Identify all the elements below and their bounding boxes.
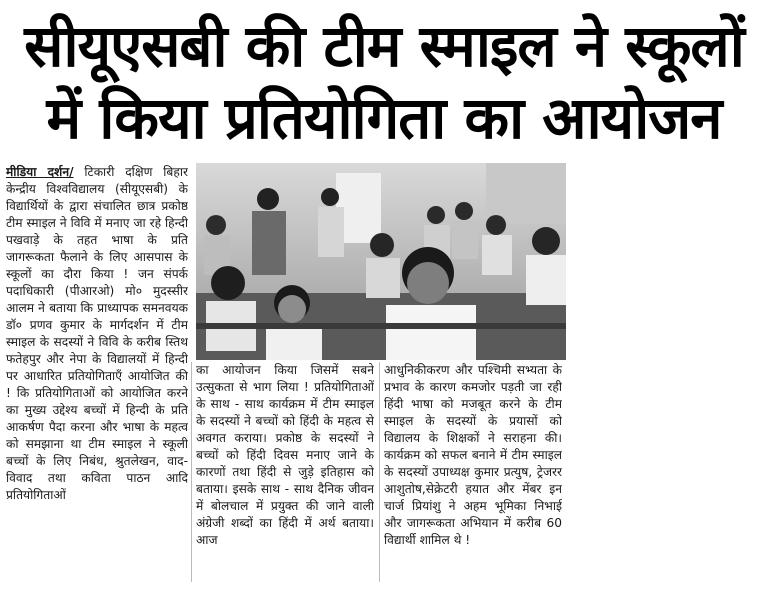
column-divider	[191, 362, 192, 582]
dateline-location: टिकारी दक्षिण बिहार	[73, 165, 188, 179]
headline-line-2: में किया प्रतियोगिता का आयोजन	[46, 84, 722, 152]
article-column-1	[6, 164, 188, 584]
column-2-text: का आयोजन किया जिसमें सबने उत्सुकता से भाग लिया ! प्रतियोगिताओं के साथ - साथ कार्यक्रम में टीम स्माइल के सदस्यों ने बच्चों को हिंदी के महत्व से अवगत कराया। प्रकोष्ठ के सदस्यों ने बच्चों को हिंदी दिवस मनाए जाने के कारणों तथा हिंदी से जुड़े इतिहास को बताया। इसके साथ - साथ दैनिक जीवन में बोलचाल में प्रयुक्त की जाने वाली अंग्रेजी शब्दों का हिंदी में अर्थ बताया। आज	[196, 363, 374, 547]
article-column-3	[384, 362, 562, 584]
headline-line-1: सीयूएसबी की टीम स्माइल ने स्कूलों	[24, 12, 744, 80]
article-column-2	[196, 362, 374, 584]
classroom-photo-illustration	[196, 163, 566, 360]
news-photo	[196, 163, 566, 360]
column-divider	[379, 362, 380, 582]
dateline: मीडिया दर्शन/	[6, 165, 74, 179]
column-1-text: केन्द्रीय विश्वविद्यालय (सीयूएसबी) के विद्यार्थियों के द्वारा संचालित छात्र प्रकोष्ठ टीम स्माइल ने विवि में मनाए जा रहे हिन्दी पखवाड़े के तहत भाषा के प्रति जागरूकता फैलाने के लिए आसपास के स्कूलों का दौरा किया ! जन संपर्क पदाधिकारी (पीआरओ) मो० मुदस्सीर आलम ने बताया कि प्राध्यापक समनवयक डॉ० प्रणव कुमार के मार्गदर्शन में टीम स्माइल के सदस्यों ने विवि के करीब स्तिथ फतेहपुर और नेपा के विद्यालयों में हिन्दी पर आधारित प्रतियोगिताएँ आयोजित की ! कि प्रतियोगिताओं को आयोजित करने का मुख्य उद्देश्य बच्चों में हिन्दी के प्रति आकर्षण पैदा करना और भाषा के महत्व को समझाना था टीम स्माइल ने स्कूली बच्चों के लिए निबंध, श्रुतलेखन, वाद-विवाद तथा कविता पाठन आदि प्रतियोगिताओं	[6, 182, 188, 502]
column-3-text: आधुनिकीकरण और पश्चिमी सभ्यता के प्रभाव के कारण कमजोर पड़ती जा रही हिंदी भाषा को मजबूत करने के टीम स्माइल के सदस्यों के प्रयासों को विद्यालय के शिक्षकों ने सराहना की। कार्यक्रम को सफल बनाने में टीम स्माइल के सदस्यों उपाध्यक्ष कुमार प्रत्युष, ट्रेजरर आशुतोष,सेक्रेटरी हयात और मेंबर इन चार्ज प्रियांशु ने अहम भूमिका निभाई और जागरूकता अभियान में करीब 60 विद्यार्थी शामिल थे !	[384, 363, 562, 547]
